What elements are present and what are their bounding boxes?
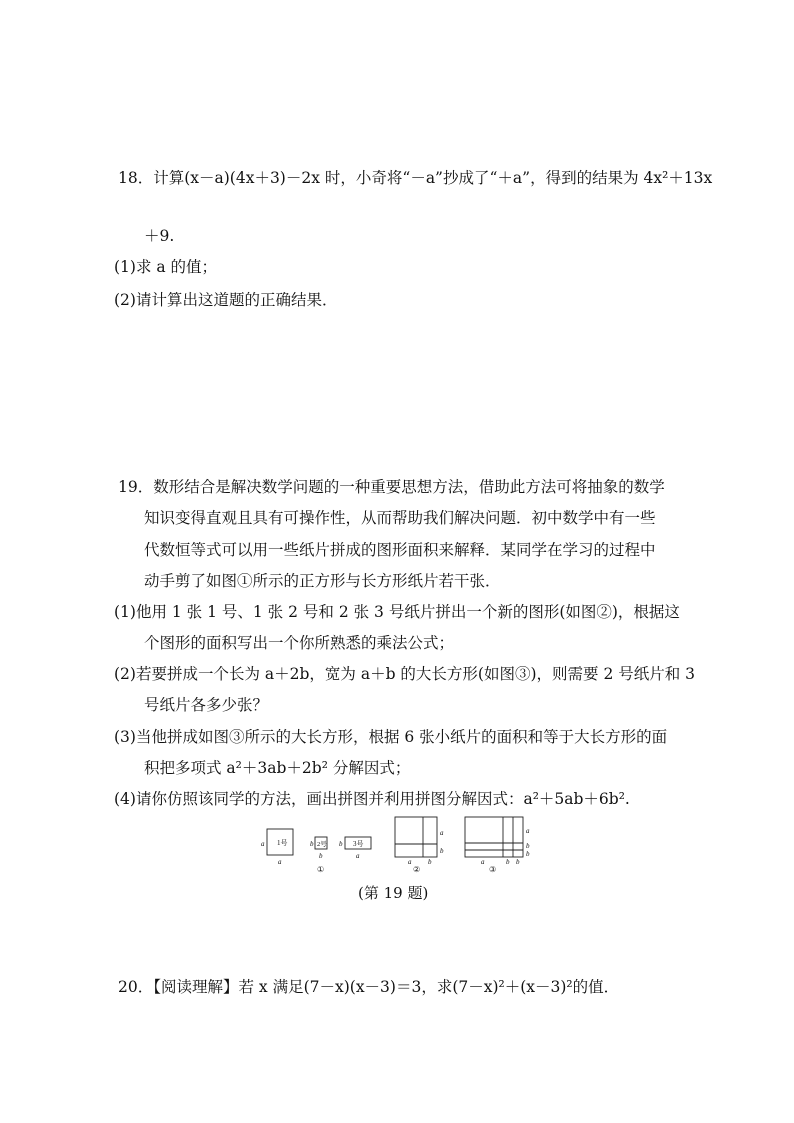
q19-part-4: (4)请你仿照该同学的方法，画出拼图并利用拼图分解因式：a²＋5ab＋6b². — [114, 790, 630, 808]
q19-part-1-b: 个图形的面积写出一个你所熟悉的乘法公式； — [144, 634, 455, 652]
q19-part-1-a: (1)他用 1 张 1 号、1 张 2 号和 2 张 3 号纸片拼出一个新的图形(如图②)，根据这 — [114, 603, 680, 621]
side-label: b — [440, 847, 444, 855]
q19-figure — [255, 815, 545, 875]
side-label: b — [526, 850, 530, 858]
q19-line-2: 知识变得直观且具有可操作性，从而帮助我们解决问题．初中数学中有一些 — [144, 509, 656, 527]
q19-part-3-a: (3)当他拼成如图③所示的大长方形，根据 6 张小纸片的面积和等于大长方形的面 — [114, 728, 668, 746]
q19-line-1: 19．数形结合是解决数学问题的一种重要思想方法，借助此方法可将抽象的数学 — [118, 478, 665, 496]
side-label: a — [278, 858, 282, 866]
figure-mark-2: ② — [413, 865, 421, 874]
q19-part-2-a: (2)若要拼成一个长为 a＋2b，宽为 a＋b 的大长方形(如图③)，则需要 2 号纸片和 3 — [114, 665, 696, 683]
figure-mark-3: ③ — [489, 865, 497, 874]
figure-3-grid — [465, 817, 523, 857]
side-label: b — [339, 840, 343, 848]
tile-2-label: 2号 — [317, 841, 327, 848]
side-label: a — [526, 827, 530, 835]
q19-line-3: 代数恒等式可以用一些纸片拼成的图形面积来解释．某同学在学习的过程中 — [144, 541, 656, 559]
side-label: b — [319, 852, 323, 860]
side-label: a — [356, 852, 360, 860]
q18-line-2: ＋9. — [144, 227, 175, 245]
q19-line-4: 动手剪了如图①所示的正方形与长方形纸片若干张． — [144, 572, 501, 590]
side-label: b — [310, 840, 314, 848]
paper-tiles-diagram — [255, 815, 545, 875]
tile-1-label: 1号 — [277, 839, 288, 847]
q18-part-2: (2)请计算出这道题的正确结果． — [114, 291, 338, 309]
side-label: a — [261, 840, 265, 848]
side-label: b — [506, 858, 510, 866]
figure-mark-1: ① — [317, 865, 325, 874]
q18-part-1: (1)求 a 的值； — [114, 258, 218, 276]
q18-line-1: 18．计算(x－a)(4x＋3)－2x 时，小奇将“－a”抄成了“＋a”，得到的结果为 4x²＋13x — [118, 169, 713, 187]
side-label: b — [526, 842, 530, 850]
tile-3-label: 3号 — [353, 840, 364, 848]
side-label: b — [516, 858, 520, 866]
q19-part-3-b: 积把多项式 a²＋3ab＋2b² 分解因式； — [144, 759, 411, 777]
q20-line-1: 20．【阅读理解】若 x 满足(7－x)(x－3)＝3，求(7－x)²＋(x－3)²的值． — [118, 978, 620, 996]
figure-2-grid — [395, 817, 437, 857]
side-label: a — [440, 829, 444, 837]
side-label: a — [408, 858, 412, 866]
figure-caption: (第 19 题) — [358, 884, 429, 902]
q19-part-2-b: 号纸片各多少张？ — [144, 696, 269, 714]
side-label: b — [428, 858, 432, 866]
side-label: a — [481, 858, 485, 866]
